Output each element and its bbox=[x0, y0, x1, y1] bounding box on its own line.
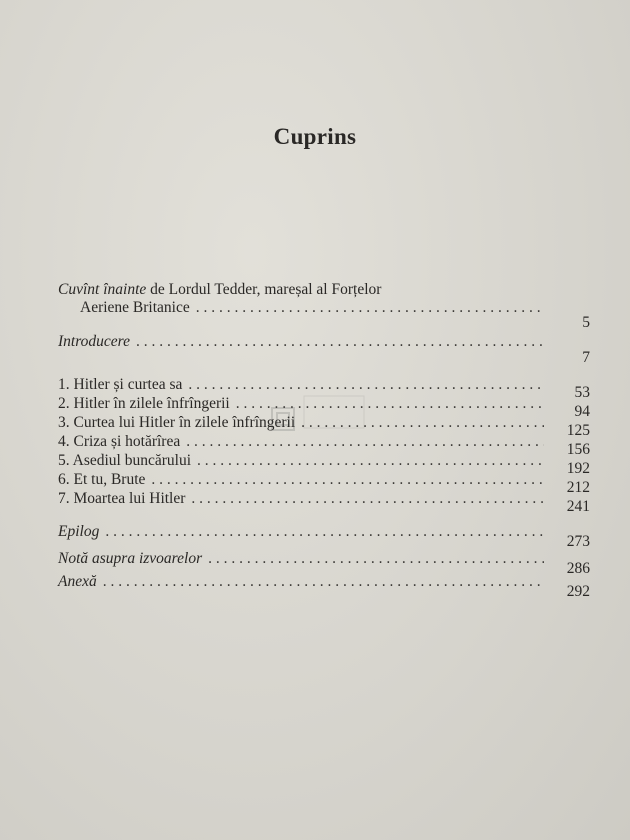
toc-entry-label: Epilog bbox=[58, 523, 100, 540]
toc-entry-label: Anexă bbox=[58, 573, 97, 590]
toc-entry-foreword-line2: Aeriene Britanice bbox=[80, 299, 190, 316]
toc-page-number: 212 bbox=[566, 479, 590, 496]
toc-entry-chapter-7 bbox=[58, 489, 590, 515]
toc-entry-epilogue bbox=[58, 522, 590, 550]
toc-page-number: 273 bbox=[566, 533, 590, 550]
toc-page-number: 156 bbox=[566, 441, 590, 458]
toc-entry-label: Notă asupra izvoarelor bbox=[58, 550, 203, 567]
toc-entry-chapter-5 bbox=[58, 451, 590, 477]
toc-page-number: 94 bbox=[574, 403, 590, 420]
leader-dots bbox=[191, 489, 544, 508]
toc-entry-foreword-rest: de Lordul Tedder, mareșal al Forțelor bbox=[146, 281, 382, 298]
leader-dots bbox=[103, 572, 544, 591]
watermark-stamp-icon bbox=[270, 390, 370, 440]
toc-page-number: 286 bbox=[566, 560, 590, 577]
toc-entry-label: 3. Curtea lui Hitler în zilele înfrîngerii bbox=[58, 414, 296, 431]
leader-dots bbox=[208, 549, 544, 568]
toc-entry-foreword-italic: Cuvînt înainte bbox=[58, 281, 147, 298]
page-title: Cuprins bbox=[273, 124, 357, 149]
toc-page-number: 7 bbox=[582, 349, 590, 366]
toc-entry-label: 7. Moartea lui Hitler bbox=[58, 490, 186, 507]
toc-page-number: 192 bbox=[566, 460, 590, 477]
toc-entry-introduction bbox=[58, 332, 590, 367]
leader-dots bbox=[196, 298, 544, 317]
leader-dots bbox=[105, 522, 544, 541]
toc-entry-annex bbox=[58, 572, 590, 600]
toc-page-number: 53 bbox=[574, 384, 590, 401]
toc-entry-sources-note bbox=[58, 549, 590, 577]
toc-entry-label: Introducere bbox=[58, 333, 131, 350]
toc-page-number: 241 bbox=[566, 498, 590, 515]
toc-page-number: 5 bbox=[582, 314, 590, 331]
toc-entry-chapter-6 bbox=[58, 470, 590, 496]
toc-page-number: 292 bbox=[566, 583, 590, 600]
toc-entry-label: 6. Et tu, Brute bbox=[58, 471, 146, 488]
toc-page-number: 125 bbox=[566, 422, 590, 439]
toc-entry-label: 2. Hitler în zilele înfrîngerii bbox=[58, 395, 230, 412]
toc-entry-label: 4. Criza și hotărîrea bbox=[58, 433, 181, 450]
toc-entry-label: 1. Hitler și curtea sa bbox=[58, 376, 183, 393]
leader-dots bbox=[151, 470, 544, 489]
leader-dots bbox=[197, 451, 544, 470]
toc-entry-foreword bbox=[58, 280, 590, 332]
toc-entry-label: 5. Asediul buncărului bbox=[58, 452, 192, 469]
leader-dots bbox=[136, 332, 544, 351]
